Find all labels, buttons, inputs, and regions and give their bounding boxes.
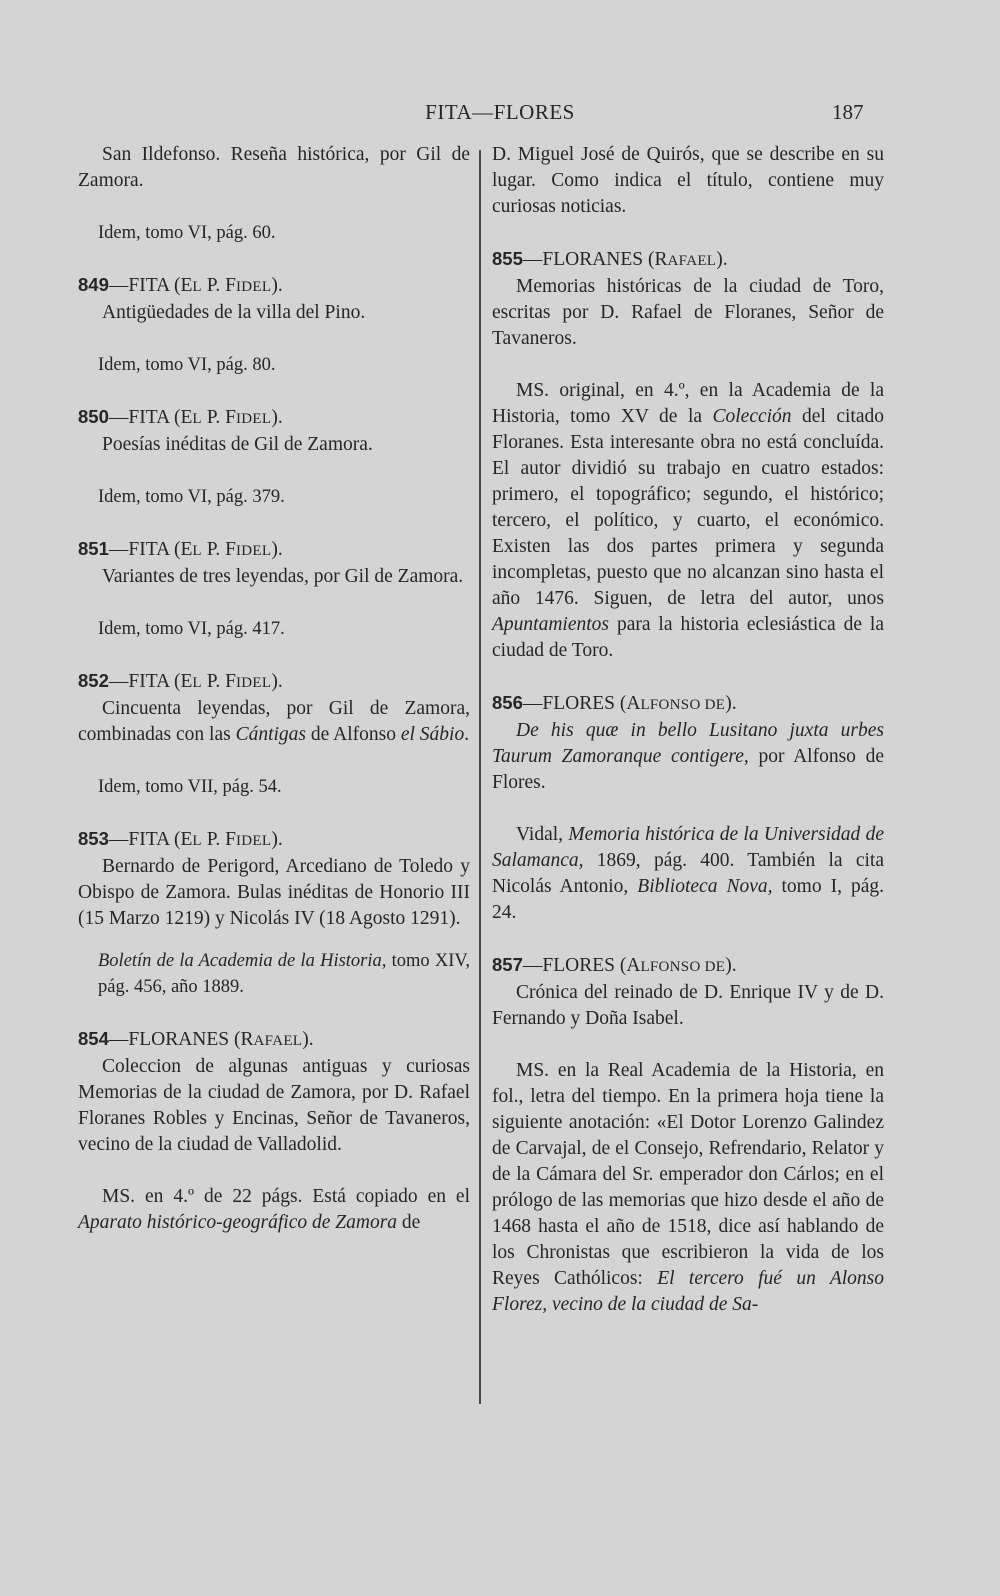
right-column — [492, 142, 884, 1318]
entry-heading-855: 855—FLORANES (RAFAEL). — [492, 248, 728, 270]
entry-note-857: MS. en la Real Academia de la Historia, en fol., letra del tiempo. En la primera hoja tiene la siguiente anotación: «El Dotor Lorenzo Galindez de Carvajal, de el Consejo, Refrendario, Relator y de la Cámara del Sr. emperador don Cárlos; en el prólogo de las memorias que hizo desde el año de 1468 hasta el año de 1518, dice así hablando de los Chronistas que escribieron la vida de los Reyes Cathólicos: El tercero fué un Alonso Florez, vecino de la ciudad de Sa- — [492, 1060, 884, 1315]
entry-title-849: Antigüedades de la villa del Pino. — [102, 302, 366, 323]
column-divider — [479, 150, 481, 1404]
entry-heading-854: 854—FLORANES (RAFAEL). — [78, 1028, 314, 1050]
entry-heading-857: 857—FLORES (ALFONSO DE). — [492, 954, 737, 976]
entry-heading-849: 849—FITA (EL P. FIDEL). — [78, 274, 283, 296]
entry-title-853: Bernardo de Perigord, Arcediano de Toledo y Obispo de Zamora. Bulas inéditas de Honorio III (15 Marzo 1219) y Nicolás IV (18 Agosto 1291). — [78, 856, 470, 929]
entry-heading-853: 853—FITA (EL P. FIDEL). — [78, 828, 283, 850]
left-column — [78, 142, 470, 1236]
entry-continuation-text: San Ildefonso. Reseña histórica, por Gil de Zamora. — [78, 144, 470, 191]
entry-heading-852: 852—FITA (EL P. FIDEL). — [78, 670, 283, 692]
entry-note-854: MS. en 4.º de 22 págs. Está copiado en el Aparato histórico-geográfico de Zamora de — [78, 1186, 470, 1233]
page-number: 187 — [832, 100, 864, 124]
entry-title-856: De his quæ in bello Lusitano juxta urbes Taurum Zamoranque contigere, por Alfonso de Flores. — [492, 720, 885, 793]
entry-reference-849: Idem, tomo VI, pág. 80. — [98, 355, 276, 375]
entry-heading-856: 856—FLORES (ALFONSO DE). — [492, 692, 737, 714]
entry-title-855: Memorias históricas de la ciudad de Toro, escritas por D. Rafael de Floranes, Señor de Tavaneros. — [492, 276, 884, 349]
entry-title-852: Cincuenta leyendas, por Gil de Zamora, combinadas con las Cántigas de Alfonso el Sábio. — [78, 698, 470, 745]
entry-reference-853: Boletín de la Academia de la Historia, tomo XIV, pág. 456, año 1889. — [98, 951, 470, 997]
entry-title-854: Coleccion de algunas antiguas y curiosas Memorias de la ciudad de Zamora, por D. Rafael Floranes Robles y Encinas, Señor de Tavaneros, vecino de la ciudad de Valladolid. — [78, 1056, 470, 1155]
entry-reference-851: Idem, tomo VI, pág. 417. — [98, 619, 285, 639]
entry-reference: Idem, tomo VI, pág. 60. — [98, 223, 276, 243]
entry-title-857: Crónica del reinado de D. Enrique IV y de D. Fernando y Doña Isabel. — [492, 982, 884, 1029]
entry-heading-851: 851—FITA (EL P. FIDEL). — [78, 538, 283, 560]
entry-reference-852: Idem, tomo VII, pág. 54. — [98, 777, 282, 797]
running-title: FITA—FLORES — [425, 100, 575, 124]
entry-note-855: MS. original, en 4.º, en la Academia de la Historia, tomo XV de la Colección del citado Floranes. Esta interesante obra no está concluída. El autor dividió su trabajo en cuatro estados: primero, el topográfico; segundo, el histórico; tercero, el político, y cuarto, el económico. Existen las dos partes primera y segunda incompletas, puesto que no alcanzan sino hasta el año 1476. Siguen, de letra del autor, unos Apuntamientos para la historia eclesiástica de la ciudad de Toro. — [492, 380, 884, 661]
entry-reference-856: Vidal, Memoria histórica de la Universidad de Salamanca, 1869, pág. 400. También la cita Nicolás Antonio, Biblioteca Nova, tomo I, pág. 24. — [492, 824, 884, 923]
entry-title-851: Variantes de tres leyendas, por Gil de Zamora. — [102, 566, 464, 587]
entry-heading-850: 850—FITA (EL P. FIDEL). — [78, 406, 283, 428]
entry-title-850: Poesías inéditas de Gil de Zamora. — [102, 434, 373, 455]
entry-continuation-text: D. Miguel José de Quirós, que se describe en su lugar. Como indica el título, contiene muy curiosas noticias. — [492, 144, 884, 217]
entry-reference-850: Idem, tomo VI, pág. 379. — [98, 487, 285, 507]
